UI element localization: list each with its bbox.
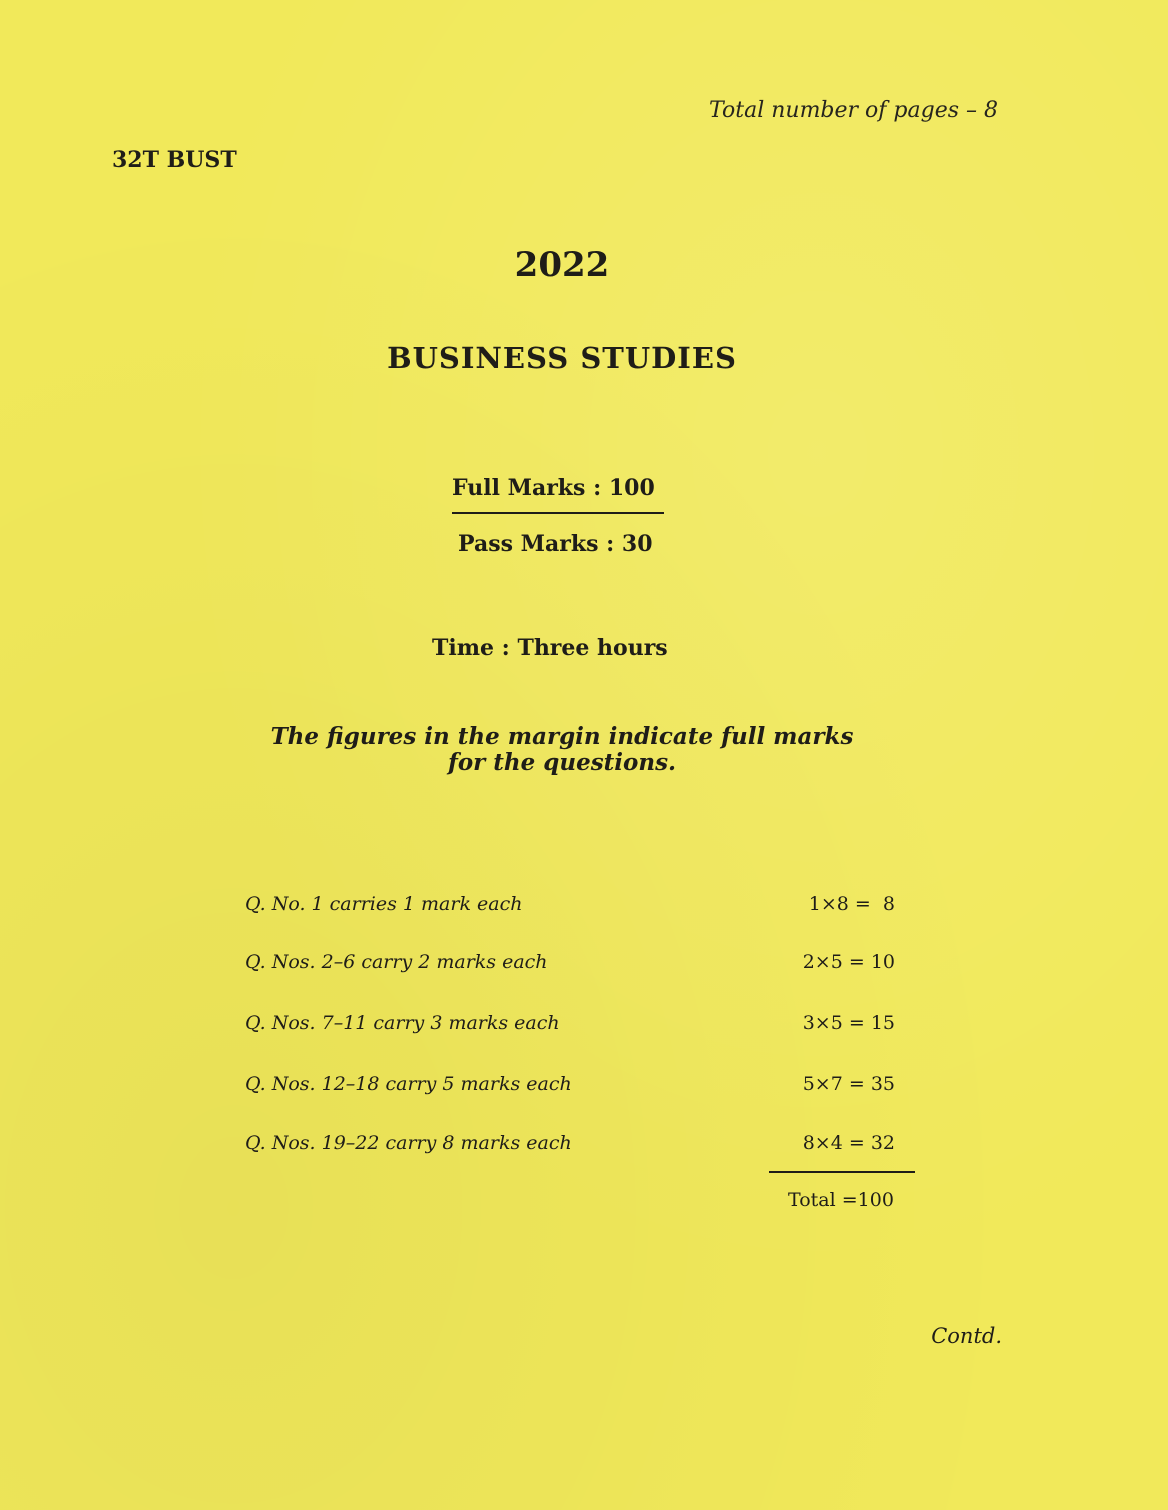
marks-row-value: 5×7 = 35 (802, 1073, 895, 1095)
marks-row (245, 1012, 895, 1042)
marks-row (245, 951, 895, 981)
marks-row-label: Q. Nos. 7–11 carry 3 marks each (245, 1012, 560, 1034)
marks-row-value: 2×5 = 10 (802, 951, 895, 973)
marks-row-value: 8×4 = 32 (802, 1132, 895, 1154)
total-pages-note: Total number of pages – 8 (709, 98, 998, 123)
marks-row (245, 1132, 895, 1162)
marks-row (245, 1073, 895, 1103)
instruction-line-2: for the questions. (447, 749, 677, 776)
exam-year: 2022 (514, 245, 610, 285)
subject-title: BUSINESS STUDIES (387, 341, 737, 375)
marks-row-value: 1×8 = 8 (808, 893, 895, 915)
instruction-line-1: The figures in the margin indicate full marks (270, 723, 854, 750)
marks-divider (452, 512, 664, 514)
marks-instruction (0, 724, 1124, 776)
continued-note: Contd. (931, 1324, 1002, 1348)
marks-row-label: Q. Nos. 19–22 carry 8 marks each (245, 1132, 572, 1154)
total-divider (769, 1171, 915, 1173)
marks-row (245, 893, 895, 923)
pass-marks: Pass Marks : 30 (458, 531, 653, 557)
paper-code: 32T BUST (112, 147, 237, 173)
marks-row-label: Q. Nos. 2–6 carry 2 marks each (245, 951, 548, 973)
marks-row-value: 3×5 = 15 (802, 1012, 895, 1034)
full-marks: Full Marks : 100 (452, 475, 655, 501)
total-marks: Total =100 (788, 1189, 894, 1211)
exam-duration: Time : Three hours (432, 635, 668, 661)
marks-row-label: Q. Nos. 12–18 carry 5 marks each (245, 1073, 572, 1095)
marks-row-label: Q. No. 1 carries 1 mark each (245, 893, 523, 915)
